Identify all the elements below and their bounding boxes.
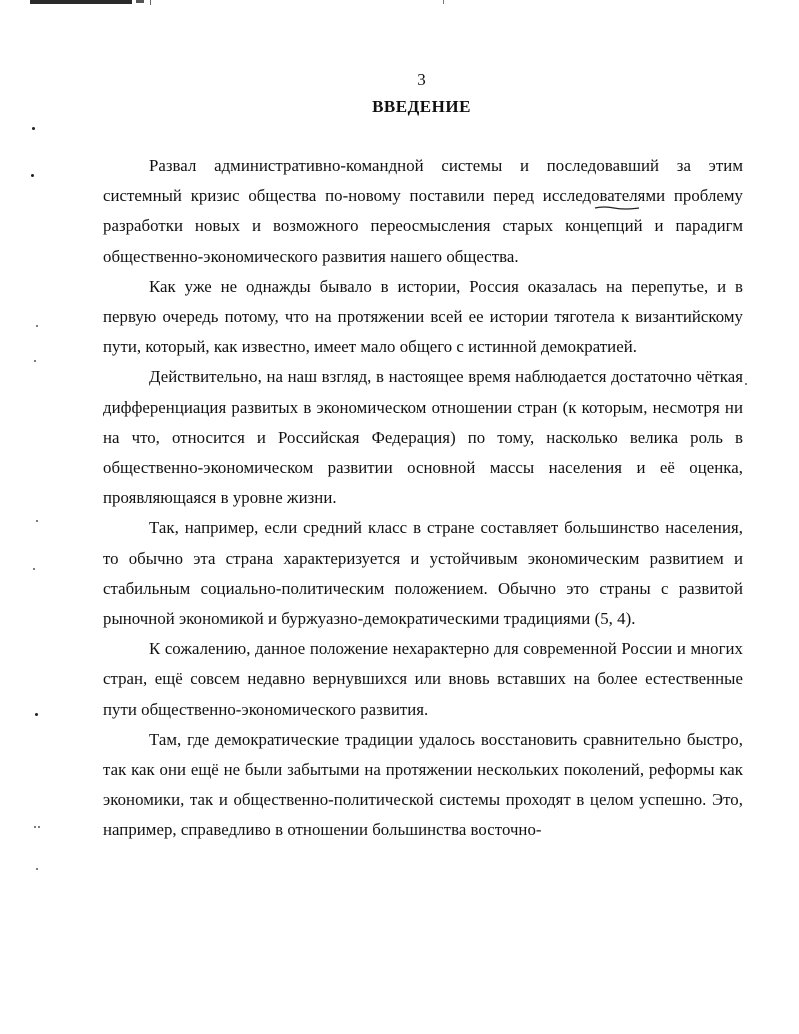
margin-mark: [36, 868, 38, 870]
page-title: ВВЕДЕНИЕ: [372, 97, 471, 116]
paragraph: Так, например, если средний класс в стране составляет большинство населения, то обычно эта страна характеризуется и устойчивым экономическим развитием и стабильным социально-политическим положением. Обычно это страны с развитой рыночной экономикой и буржуазно-демократическими традициями (5, 4).: [103, 518, 743, 629]
margin-mark: [35, 713, 38, 716]
scan-artifact-tick: [150, 0, 151, 5]
paragraph: Развал административно-командной системы и последовавший за этим системный кризис общества по-новому поставили перед исследователями проблему разработки новых и возможного переосмысления старых концепций и парадигм общественно-экономического развития нашего общества.: [103, 156, 743, 266]
margin-mark: [34, 360, 36, 362]
margin-mark: [38, 826, 40, 828]
page-number: 3: [417, 70, 426, 89]
scan-artifact-bar: [30, 0, 132, 4]
paragraph: Действительно, на наш взгляд, в настоящее время наблюдается достаточно чёткая дифференциация развитых в экономическом отношении стран (к которым, несмотря ни на что, относится и Российская Федерация) по тому, насколько велика роль в общественно-экономическом развитии основной массы населения и её оценка, проявляющаяся в уровне жизни.: [103, 367, 743, 508]
margin-mark: [36, 325, 38, 327]
body-text: [103, 151, 743, 846]
margin-mark: [745, 383, 747, 385]
scan-artifact-mark: [136, 0, 144, 3]
paragraph: Там, где демократические традиции удалось восстановить сравнительно быстро, так как они ещё не были забытыми на протяжении нескольких поколений, реформы как экономики, так и общественно-политической системы проходят в целом успешно. Это, например, справедливо в отношении большинства восточно-: [103, 729, 743, 840]
margin-mark: [36, 520, 38, 522]
margin-mark: [32, 127, 35, 130]
scan-artifact-tick: [443, 0, 444, 4]
margin-mark: [34, 826, 36, 828]
paragraph: Как уже не однажды бывало в истории, Россия оказалась на перепутье, и в первую очередь потому, что на протяжении всей ее истории тяготела к византийскому пути, который, как известно, имеет мало общего с истинной демократией.: [103, 276, 743, 357]
margin-mark: [33, 568, 35, 570]
margin-mark: [31, 174, 34, 177]
paragraph: К сожалению, данное положение нехарактерно для современной России и многих стран, ещё совсем недавно вернувшихся или вновь вставших на более естественные пути общественно-экономического развития.: [103, 639, 743, 719]
